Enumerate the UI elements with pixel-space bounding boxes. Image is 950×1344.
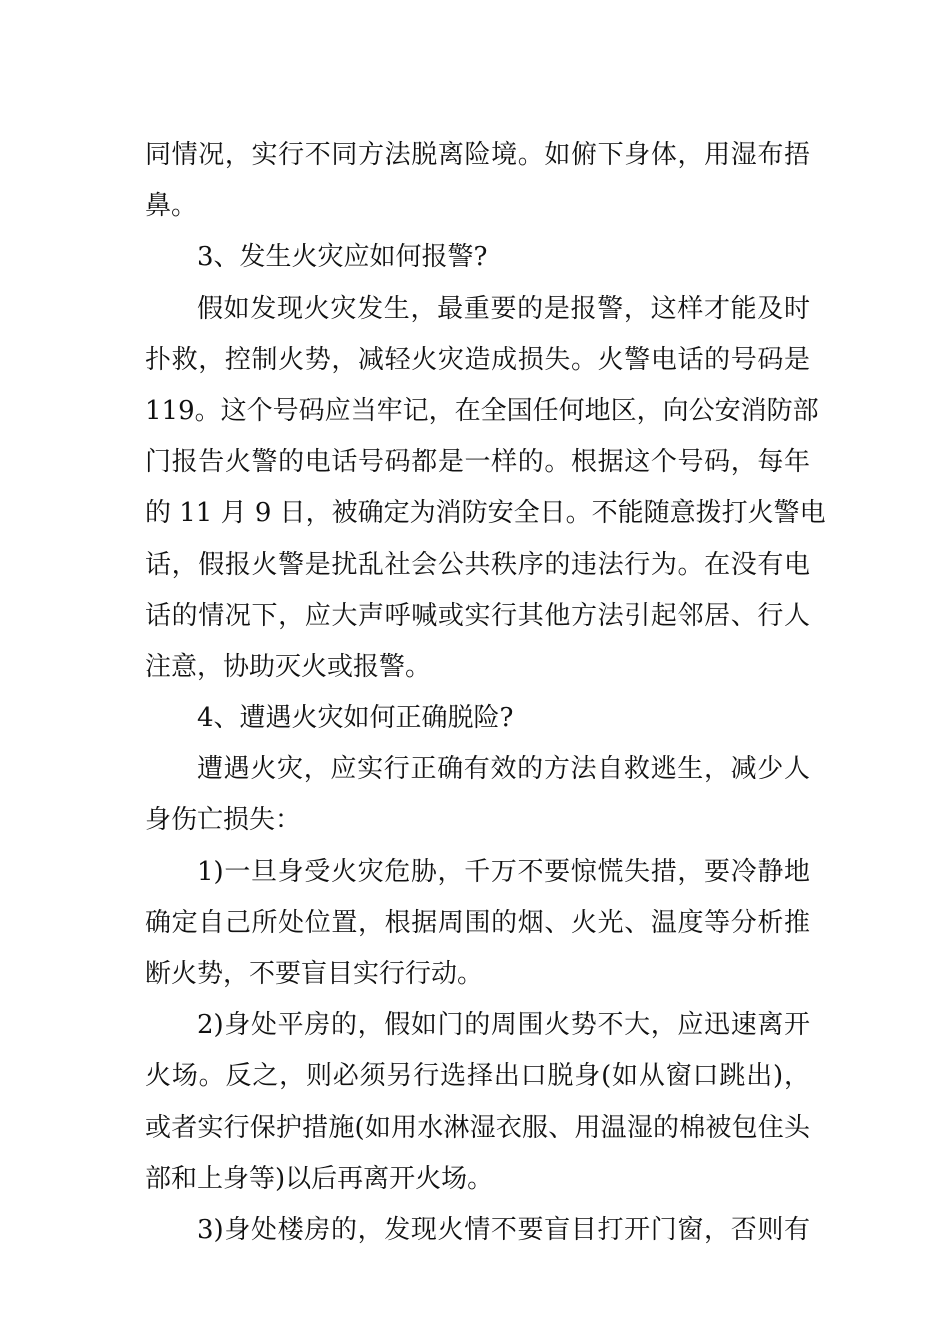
text-line: 假如发现火灾发生，最重要的是报警，这样才能及时: [197, 293, 810, 324]
text-line: 话的情况下，应大声呼喊或实行其他方法引起邻居、行人: [145, 600, 810, 631]
text-line: 的 11 月 9 日，被确定为消防安全日。不能随意拨打火警电: [145, 498, 826, 529]
text-line: 断火势，不要盲目实行行动。: [145, 959, 484, 989]
text-line: 鼻。: [145, 191, 198, 222]
text-line: 确定自己所处位置，根据周围的烟、火光、温度等分析推: [145, 907, 810, 938]
section-heading: 4、遭遇火灾如何正确脱险?: [197, 703, 514, 734]
text-line: 门报告火警的电话号码都是一样的。根据这个号码，每年: [145, 447, 810, 478]
text-line: 身伤亡损失：: [145, 805, 302, 836]
text-line: 同情况，实行不同方法脱离险境。如俯下身体，用湿布捂: [145, 140, 810, 170]
section-heading: 3、发生火灾应如何报警?: [197, 242, 488, 273]
list-item-line: 3)身处楼房的，发现火情不要盲目打开门窗，否则有: [197, 1214, 810, 1245]
text-line: 火场。反之，则必须另行选择出口脱身(如从窗口跳出)，: [145, 1061, 810, 1092]
text-line: 遭遇火灾，应实行正确有效的方法自救逃生，减少人: [197, 754, 810, 785]
text-line: 扑救，控制火势，减轻火灾造成损失。火警电话的号码是: [145, 344, 810, 375]
list-item-line: 2)身处平房的，假如门的周围火势不大，应迅速离开: [197, 1010, 810, 1041]
text-line: 话，假报火警是扰乱社会公共秩序的违法行为。在没有电: [145, 549, 810, 580]
text-line: 或者实行保护措施(如用水淋湿衣服、用温湿的棉被包住头: [145, 1112, 810, 1143]
text-line: 部和上身等)以后再离开火场。: [145, 1163, 494, 1194]
list-item-line: 1)一旦身受火灾危胁，千万不要惊慌失措，要冷静地: [197, 856, 810, 887]
text-line: 119。这个号码应当牢记，在全国任何地区，向公安消防部: [145, 395, 819, 426]
text-line: 注意，协助灭火或报警。: [145, 651, 432, 682]
document-body: [145, 130, 826, 1256]
